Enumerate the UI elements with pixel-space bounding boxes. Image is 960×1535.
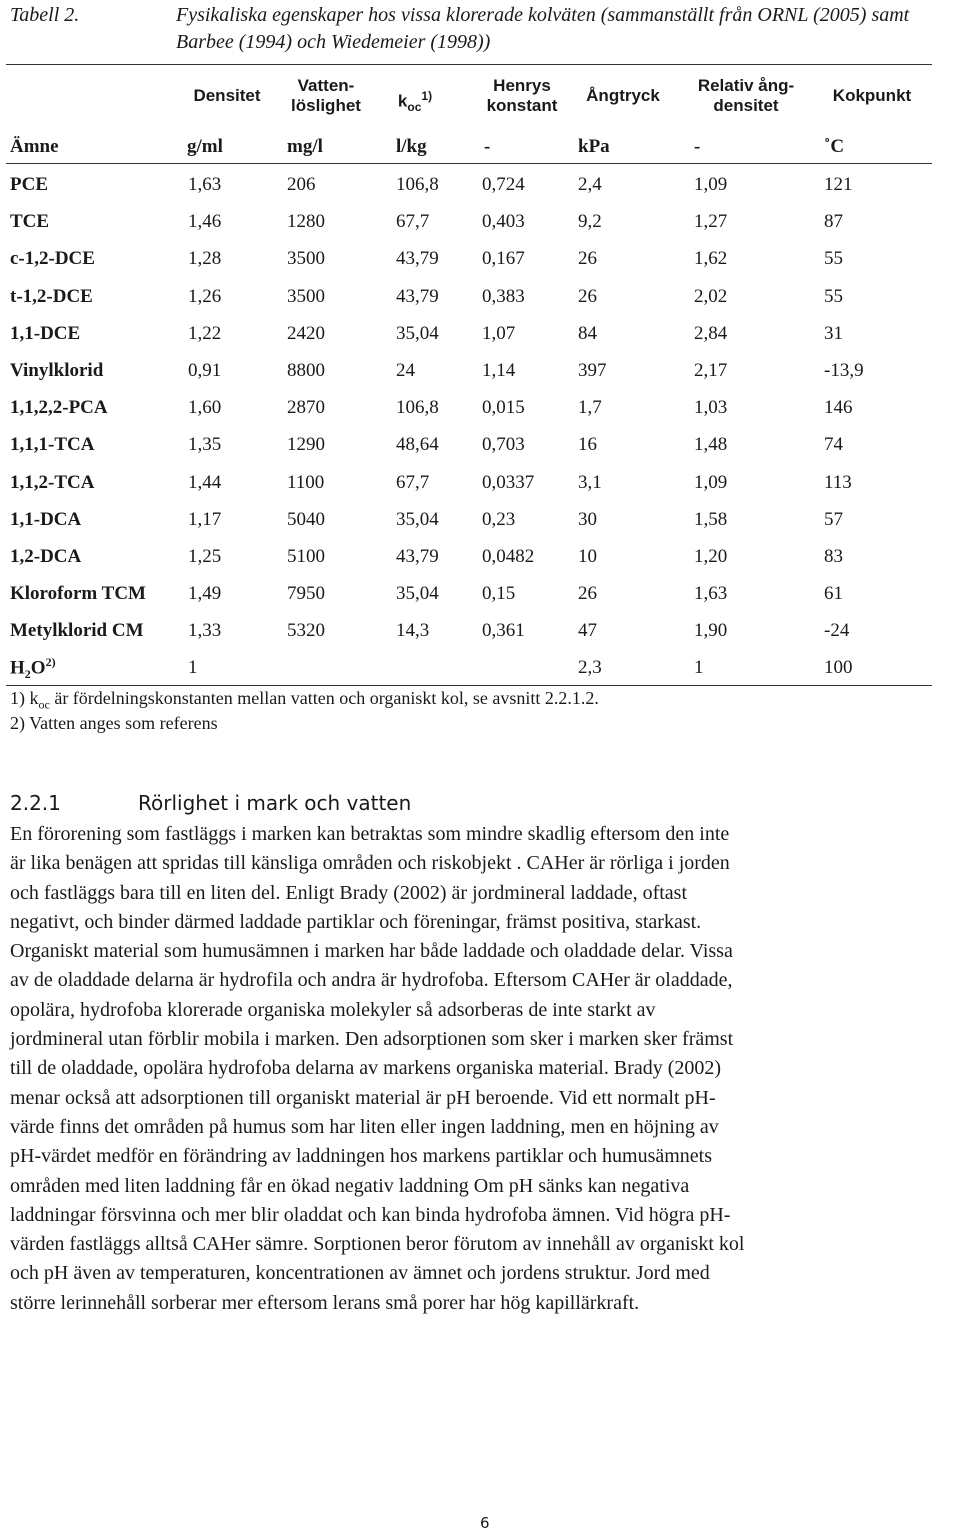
cell-relativ: 2,17 [694,360,728,381]
cell-kokpunkt: 74 [824,434,843,456]
unit-kokpunkt: ˚C [824,136,845,157]
unit-relativ: - [694,136,701,157]
cell-kokpunkt: 83 [824,546,843,567]
header-relativ-angdensitet: Relativ ång- densitet [697,76,795,115]
cell-kokpunkt: -13,9 [824,360,864,381]
page-number: 6 [480,1514,490,1532]
cell-name: Metylklorid CM [10,620,144,642]
cell-koc: 24 [396,360,415,381]
cell-koc: 35,04 [396,322,439,344]
cell-henrys: 0,167 [482,248,525,270]
cell-kokpunkt: 55 [824,248,843,270]
cell-name: 1,1,2,2-PCA [10,397,108,419]
cell-angtryck: 47 [578,620,597,642]
cell-henrys: 0,015 [482,397,525,419]
cell-kokpunkt: 31 [824,322,843,344]
cell-name: t-1,2-DCE [10,285,93,307]
cell-angtryck: 84 [578,322,597,344]
cell-name: Kloroform TCM [10,583,146,605]
cell-name: 1,1,1-TCA [10,434,95,456]
cell-koc: 43,79 [396,546,439,567]
cell-koc: 35,04 [396,583,439,605]
cell-henrys: 0,15 [482,583,516,605]
paragraph-line: är lika benägen att spridas till känsliga områden och riskobjekt . CAHer är rörliga i jorden [10,852,730,875]
cell-relativ: 1,63 [694,583,728,605]
cell-kokpunkt: -24 [824,620,850,642]
header-henrys: Henrys konstant [486,76,558,115]
cell-henrys: 0,703 [482,434,525,456]
cell-angtryck: 9,2 [578,211,602,233]
table-top-rule [6,64,932,65]
paragraph-line: laddningar försvinna och mer blir oladdat och kan binda hydrofoba ämnen. Vid högra pH- [10,1203,731,1226]
paragraph-line: värden fastläggs alltså CAHer sämre. Sorptionen beror förutom av innehåll av organiskt kol [10,1233,745,1256]
cell-loslighet: 1100 [287,471,325,493]
cell-angtryck: 3,1 [578,471,602,493]
cell-koc: 43,79 [396,285,439,307]
header-koc: $k_{oc}^{1)}$ [397,89,433,115]
cell-relativ: 1,09 [694,471,728,493]
unit-densitet: g/ml [187,136,223,157]
cell-angtryck: 2,4 [578,174,602,195]
cell-kokpunkt: 87 [824,211,843,233]
water-row-name: $H_2O^{2)}$ [10,655,56,682]
cell-henrys: 1,07 [482,322,516,344]
cell-relativ: 1,03 [694,397,728,419]
cell-kokpunkt: 61 [824,583,843,605]
cell-henrys: 0,383 [482,285,525,307]
cell-henrys: 0,361 [482,620,525,642]
header-densitet: Densitet [193,86,261,105]
paragraph-line: större lerinnehåll sorberar mer eftersom lerans små porer har hög kapillärkraft. [10,1291,640,1314]
unit-henrys: - [484,136,491,157]
section-number: 2.2.1 [10,791,61,815]
cell-densitet: 1,22 [188,322,222,344]
footnote-1: 1) $k_{oc}$ är fördelningskonstanten mellan vatten och organiskt kol, se avsnitt 2.2.1.2. [10,688,599,712]
cell-koc: 106,8 [396,397,439,419]
water-kokpunkt: 100 [824,657,853,678]
cell-loslighet: 5040 [287,508,325,530]
cell-angtryck: 26 [578,583,597,605]
water-densitet: 1 [188,657,198,678]
cell-angtryck: 397 [578,360,607,381]
unit-amne: Ämne [10,136,59,157]
cell-densitet: 1,33 [188,620,222,642]
cell-relativ: 1,27 [694,211,728,233]
cell-henrys: 0,0482 [482,546,535,567]
cell-densitet: 1,46 [188,211,222,233]
cell-loslighet: 1280 [287,211,325,233]
cell-loslighet: 5320 [287,620,325,642]
cell-loslighet: 3500 [287,248,325,270]
cell-name: 1,1,2-TCA [10,471,95,493]
cell-relativ: 1,58 [694,508,728,530]
cell-loslighet: 5100 [287,546,325,567]
cell-name: 1,1-DCE [10,322,81,344]
cell-koc: 14,3 [396,620,430,642]
paragraph-line: negativt, och binder därmed laddade partiklar och föreningar, främst positiva, starkast. [10,910,702,933]
cell-relativ: 1,48 [694,434,728,456]
caption-label: Tabell 2. [10,4,80,26]
cell-name: 1,1-DCA [10,508,82,530]
paragraph-line: av de oladdade delarna är hydrofila och andra är hydrofoba. Eftersom CAHer är oladdade, [10,969,733,992]
cell-densitet: 1,49 [188,583,222,605]
cell-densitet: 1,60 [188,397,222,419]
paragraph-line: opolära, hydrofoba klorerade organiska molekyler så adsorberas de inte starkt av [10,998,656,1021]
cell-densitet: 0,91 [188,360,222,381]
cell-name: TCE [10,211,50,233]
footnote-2: 2) Vatten anges som referens [10,713,218,733]
cell-henrys: 0,403 [482,211,525,233]
cell-loslighet: 7950 [287,583,325,605]
cell-kokpunkt: 57 [824,508,843,530]
cell-densitet: 1,63 [188,174,222,195]
cell-loslighet: 2870 [287,397,325,419]
paragraph-line: och fastläggs bara till en liten del. Enligt Brady (2002) är jordmineral laddade, oftast [10,881,688,904]
cell-loslighet: 206 [287,174,316,195]
cell-name: 1,2-DCA [10,546,82,567]
cell-relativ: 1,90 [694,620,728,642]
header-angtryck: Ångtryck [586,86,660,105]
cell-densitet: 1,17 [188,508,222,530]
section-title: Rörlighet i mark och vatten [138,791,412,815]
cell-name: Vinylklorid [10,360,104,381]
cell-name: c-1,2-DCE [10,248,95,270]
paragraph-line: områden med liten laddning får en ökad negativ laddning Om pH sänks kan negativa [10,1174,690,1197]
cell-koc: 43,79 [396,248,439,270]
water-relativ: 1 [694,657,704,678]
cell-angtryck: 16 [578,434,597,456]
cell-koc: 67,7 [396,471,430,493]
cell-loslighet: 8800 [287,360,325,381]
cell-angtryck: 1,7 [578,397,602,419]
unit-angtryck: kPa [578,136,610,157]
cell-kokpunkt: 113 [824,471,852,493]
cell-relativ: 2,84 [694,322,728,344]
cell-kokpunkt: 146 [824,397,853,419]
cell-loslighet: 1290 [287,434,325,456]
cell-kokpunkt: 55 [824,285,843,307]
table-bottom-rule [6,685,932,686]
cell-relativ: 1,62 [694,248,728,270]
cell-relativ: 1,09 [694,174,728,195]
cell-henrys: 1,14 [482,360,516,381]
unit-koc: l/kg [396,136,427,157]
cell-densitet: 1,25 [188,546,222,567]
paragraph-line: En förorening som fastläggs i marken kan betraktas som mindre skadlig eftersom den inte [10,823,730,845]
cell-angtryck: 10 [578,546,597,567]
cell-angtryck: 26 [578,285,597,307]
cell-koc: 67,7 [396,211,430,233]
cell-loslighet: 3500 [287,285,325,307]
cell-henrys: 0,23 [482,508,516,530]
cell-koc: 48,64 [396,434,439,456]
cell-relativ: 2,02 [694,285,728,307]
header-kokpunkt: Kokpunkt [832,86,912,105]
cell-angtryck: 26 [578,248,597,270]
paragraph-line: pH-värdet medför en förändring av laddningen hos markens partiklar och humusämnets [10,1145,713,1168]
water-angtryck: 2,3 [578,657,602,678]
paragraph-line: till de oladdade, opolära hydrofoba delarna av markens organiska material. Brady (2002) [10,1057,722,1080]
cell-densitet: 1,44 [188,471,222,493]
cell-densitet: 1,35 [188,434,222,456]
cell-loslighet: 2420 [287,322,325,344]
paragraph-line: värde finns det områden på humus som har liten eller ingen laddning, men en höjning av [10,1115,719,1138]
caption-text: Fysikaliska egenskaper hos vissa klorerade kolväten (sammanställt från ORNL (2005) samt Barbee (1994) och Wiedemeier (1998)) [176,4,910,53]
paragraph-line: menar också att adsorptionen till organiskt material är pH beroende. Vid ett normalt pH- [10,1086,716,1109]
cell-densitet: 1,26 [188,285,222,307]
unit-loslighet: mg/l [287,136,323,157]
cell-koc: 106,8 [396,174,439,195]
cell-koc: 35,04 [396,508,439,530]
header-vattenloslighet: Vatten- löslighet [291,76,361,115]
cell-relativ: 1,20 [694,546,728,567]
paragraph-line: jordmineral utan förblir mobila i marken. Den adsorptionen som sker i marken sker främst [10,1028,734,1051]
paragraph-line: Organiskt material som humusämnen i marken har både laddade och oladdade delar. Vissa [10,940,733,963]
cell-angtryck: 30 [578,508,597,530]
paragraph-line: och pH även av temperaturen, koncentrationen av ämnet och jordens struktur. Jord med [10,1262,710,1285]
cell-name: PCE [10,174,48,195]
cell-henrys: 0,0337 [482,471,535,493]
units-rule [6,163,932,164]
cell-henrys: 0,724 [482,174,525,195]
body-paragraph [10,820,960,1318]
cell-kokpunkt: 121 [824,174,853,195]
cell-densitet: 1,28 [188,248,222,270]
